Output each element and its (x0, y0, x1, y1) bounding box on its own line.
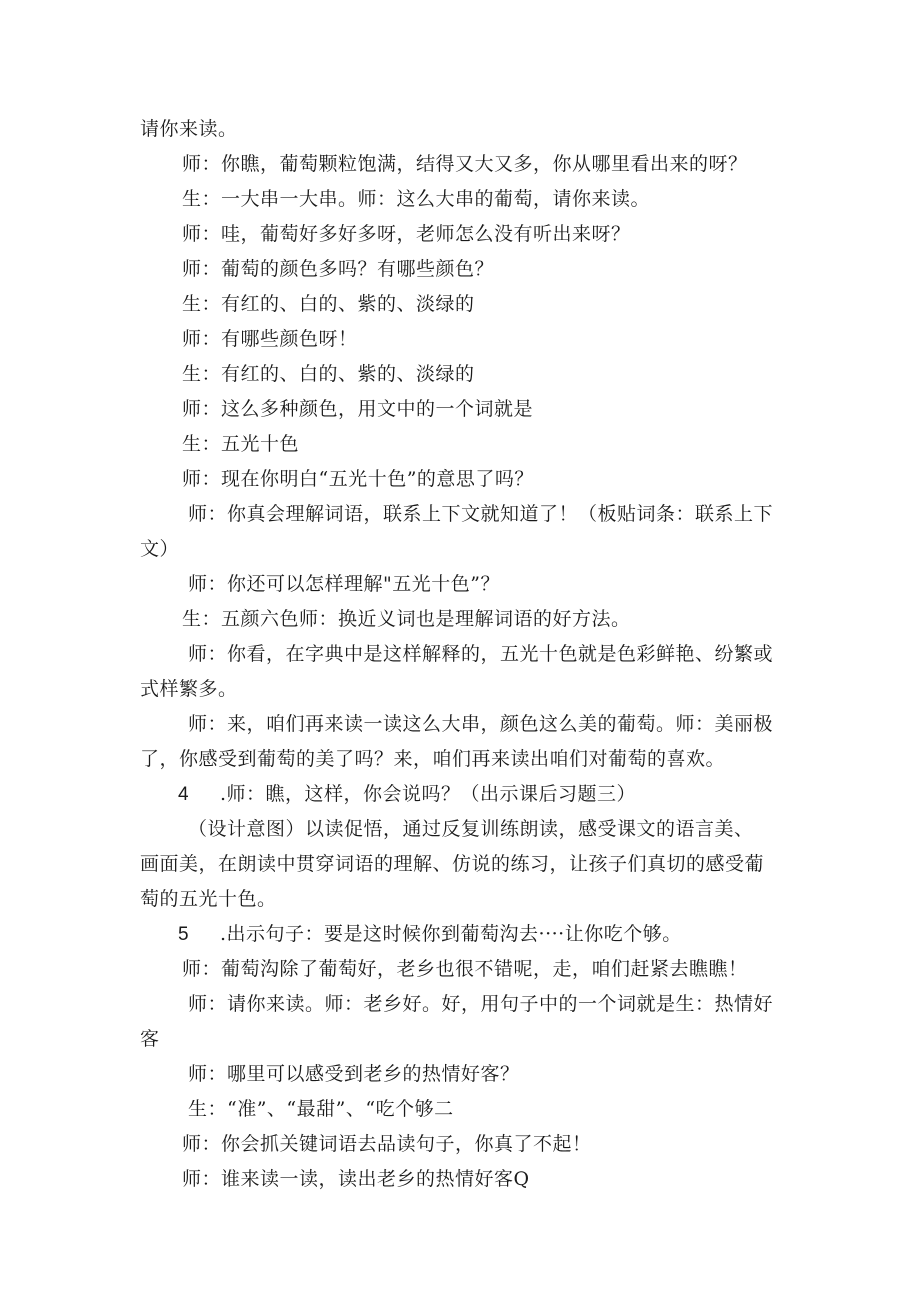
item-number: 5 (178, 924, 190, 945)
numbered-item-5 (140, 917, 785, 952)
item-text: .出示句子：要是这时候你到葡萄沟去····让你吃个够。 (220, 923, 682, 945)
text-line: 生：一大串一大串。师：这么大串的葡萄，请你来读。 (182, 188, 651, 210)
text-line: 生：有红的、白的、紫的、淡绿的 (182, 293, 475, 315)
text-line: 师：你还可以怎样理解"五光十色”？ (188, 573, 500, 595)
text-line: 师：葡萄沟除了葡萄好，老乡也很不错呢，走，咱们赶紧去瞧瞧！ (182, 958, 748, 980)
text-line: 生：有红的、白的、紫的、淡绿的 (182, 363, 475, 385)
text-line: 生：五颜六色师：换近义词也是理解词语的好方法。 (182, 608, 631, 630)
text-line: 师：你会抓关键词语去品读句子，你真了不起！ (182, 1133, 592, 1155)
text-line: 师：来，咱们再来读一读这么大串，颜色这么美的葡萄。师：美丽极 (188, 713, 774, 735)
text-line: 生：五光十色 (182, 433, 300, 455)
text-line: 师：请你来读。师：老乡好。好，用句子中的一个词就是生：热情好 (188, 993, 774, 1015)
text-line: 生：“准”、“最甜”、“吃个够二 (188, 1098, 454, 1120)
text-line: 师：现在你明白“五光十色”的意思了吗？ (182, 468, 534, 490)
text-line: 师：哪里可以感受到老乡的热情好客？ (188, 1063, 520, 1085)
document-body (140, 112, 785, 1197)
text-line: （设计意图）以读促悟，通过反复训练朗读，感受课文的语言美、 (188, 818, 754, 840)
text-line: 客 (140, 1028, 160, 1050)
text-line: 请你来读。 (140, 118, 238, 140)
text-line: 画面美，在朗读中贯穿词语的理解、仿说的练习，让孩子们真切的感受葡 (140, 853, 765, 875)
text-line: 师：你真会理解词语，联系上下文就知道了！（板贴词条：联系上下 (188, 503, 774, 525)
text-line: 萄的五光十色。 (140, 888, 277, 910)
text-line: 师：葡萄的颜色多吗？有哪些颜色？ (182, 258, 495, 280)
item-number: 4 (178, 784, 190, 805)
text-line: 了，你感受到葡萄的美了吗？来，咱们再来读出咱们对葡萄的喜欢。 (140, 748, 726, 770)
text-line: 师：你看，在字典中是这样解释的，五光十色就是色彩鲜艳、纷繁或 (188, 643, 774, 665)
text-line: 式样繁多。 (140, 678, 238, 700)
text-line: 师：你瞧，葡萄颗粒饱满，结得又大又多，你从哪里看出来的呀？ (182, 153, 748, 175)
text-line: 师：哇，葡萄好多好多呀，老师怎么没有听出来呀？ (182, 223, 631, 245)
numbered-item-4 (140, 777, 785, 812)
text-line: 师：这么多种颜色，用文中的一个词就是 (182, 398, 534, 420)
text-line: 师：有哪些颜色呀！ (182, 328, 358, 350)
text-line: 文） (140, 538, 180, 560)
item-text: .师：瞧，这样，你会说吗？（出示课后习题三） (220, 783, 637, 805)
text-line: 师：谁来读一读，读出老乡的热情好客Q (182, 1168, 530, 1190)
